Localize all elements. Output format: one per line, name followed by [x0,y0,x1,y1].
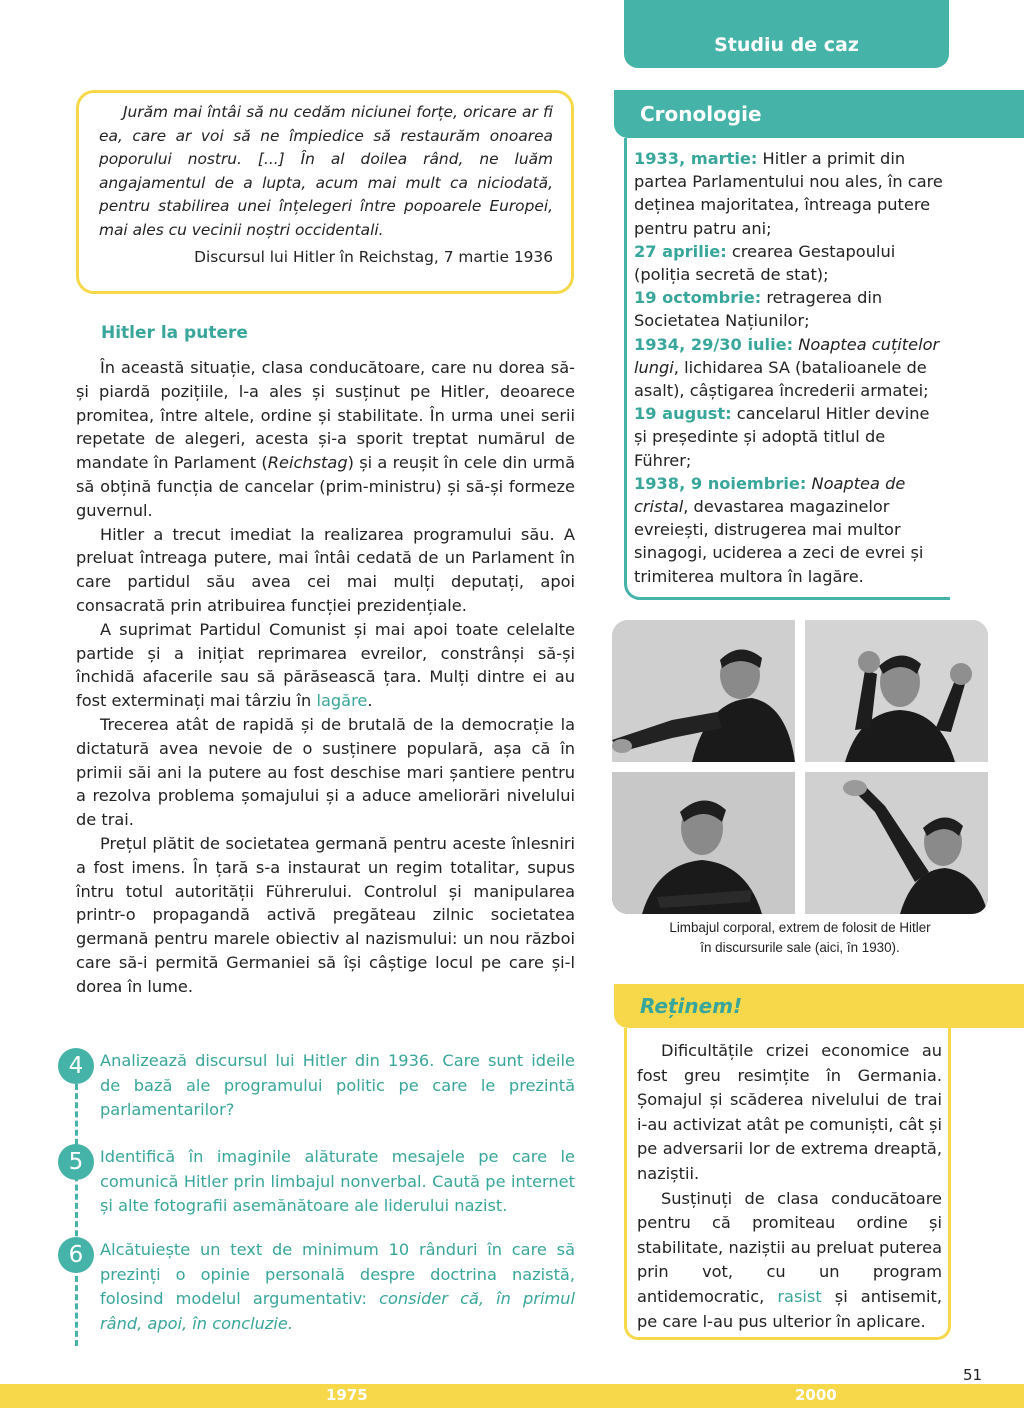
question-number-badge: 6 [58,1237,94,1273]
paragraph-4: Trecerea atât de rapidă și de brutală de la democrație la dictatură avea nevoie de o susținere populară, așa că în primii săi ani la putere au fost deschise mari șantiere pentru a rezolva problema șomajului și a aduce ameliorări nivelului de trai. [76,714,575,830]
chronology-event: , devastarea magazinelor evreiești, distrugerea mai multor sinagogi, uciderea a zeci de evrei și trimiterea multora în lagăre. [634,497,924,586]
question-6-model: consider că, în primul rând, apoi, în concluzie. [100,1289,576,1333]
chronology-event: crearea Gestapoului (poliția secretă de stat); [634,241,896,285]
paragraph-2: Hitler a trecut imediat la realizarea programului său. A preluat întreaga putere, mai întâi cedată de un Parlament în care partidul său avea cei mai mulți deputați, apoi consacrată prin atribuirea funcției prezidențiale. [76,524,575,615]
main-text [76,356,575,999]
timeline-year-right: 2000 [795,1386,837,1404]
chronology-date: 19 august: [634,404,732,424]
chronology-header [614,90,1024,138]
quote-source: Discursul lui Hitler în Reichstag, 7 martie 1936 [194,248,553,266]
section-tab-label: Studiu de caz [714,34,859,56]
question-text [100,1238,575,1336]
photo-arms-crossed [612,772,795,914]
chronology-date: 27 aprilie: [634,241,727,261]
quote-text: Jurăm mai întâi să nu cedăm niciunei forțe, oricare ar fi ea, care ar voi să ne împiedice să restaurăm onoarea poporului nostru. [...] În al doilea rând, ne luăm angajamentul de a lupta, acum mai mult ca niciodată, pentru stabilirea unei înțelegeri între popoarele Europei, mai ales cu vecinii noștri occidentali. [99,103,553,239]
photo-arm-raised-figure [805,772,988,914]
chronology-entry [634,147,946,240]
question-number-badge: 5 [58,1144,94,1180]
summary-text [637,1039,942,1334]
quote-box [76,90,574,294]
page-number: 51 [963,1366,983,1384]
photo-arms-crossed-figure [612,772,795,914]
photo-caption [612,918,988,958]
timeline-bar [0,1384,1024,1408]
chronology-event-name: Noaptea de cristal [634,473,906,517]
summary-paragraph-1: Dificultățile crizei economice au fost greu resimțite în Germania. Șomajul și scăderea nivelului de trai i-au activizat atât pe comuniști, cât și pe adversarii lor de extrema dreaptă, naziștii. [637,1041,942,1183]
paragraph-1-part: În această situație, clasa conducătoare, care nu dorea să-și piardă pozițiile, l-a ales și susținut pe Hitler, deoarece promitea, între altele, ordine și stabilitate. În urma unei serii repetate de alegeri, acesta și-a sporit treptat numărul de mandate în Parlament ( [76,358,575,473]
paragraph-1-end: ) și a reușit în cele din urmă să obțină funcția de cancelar (prim-ministru) și să-și formeze guvernul. [76,453,575,520]
photo-caption-line: în discursurile sale (aici, în 1930). [700,940,900,955]
paragraph-5: Prețul plătit de societatea germană pentru aceste înlesniri a fost imens. În țară s-a instaurat un regim totalitar, supus întru totul autorității Führerului. Controlul și manipularea printr-o propagandă activă pregăteau zilnic societatea germană pentru marele obiectiv al nazismului: un nou război care să-i permită Germaniei să își câștige locul pe care și-l dorea în lume. [76,833,575,996]
photo-pointing [612,620,795,762]
chronology-title: Cronologie [640,102,762,126]
chronology-entry [634,240,946,286]
question-number-badge: 4 [58,1048,94,1084]
chronology-year: 1933 [634,149,680,168]
question-text: Analizează discursul lui Hitler din 1936. Care sunt ideile de bază ale programului politic pe care le prezintă parlamentarilor? [100,1051,575,1119]
paragraph-3 [76,618,575,713]
summary-title: Reținem! [640,994,743,1018]
chronology-date: 19 octombrie: [634,288,762,308]
chronology-date: , 9 noiembrie: [679,473,807,493]
summary-header [614,984,1024,1028]
question-6-text: Alcătuiește un text de minimum 10 rânduri în care să prezinți o opinie personală despre doctrina nazistă, folosind modelul argumentativ: [100,1240,575,1308]
chronology-date: , martie: [679,149,758,168]
photo-fists-figure [805,620,988,762]
chronology-entry [634,286,946,332]
section-title: Hitler la putere [101,323,248,343]
paragraph-3-end: . [367,691,373,711]
chronology-text [634,147,946,588]
chronology-event: , lichidarea SA (batalioanele de asalt), câștigarea încrederii armatei; [634,357,929,401]
glossary-link-lagare[interactable]: lagăre [316,691,368,711]
reichstag-term: Reichstag [267,453,348,473]
summary-paragraph-2-part: Susținuți de clasa conducătoare pentru că promiteau ordine și stabilitate, naziștii au preluat puterea prin vot, cu un program antidemocratic, [637,1188,942,1306]
chronology-event-name: Noaptea cuțitelor lungi [634,334,940,377]
timeline-year-left: 1975 [326,1386,368,1404]
paragraph-3-part: A suprimat Partidul Comunist și mai apoi toate celelalte partide și a inițiat reprimarea evreilor, constrânși să-și închidă afacerile sau să părăsească țara. Mulți dintre ei au fost exterminați mai târziu în [76,619,575,711]
chronology-event: cancelarul Hitler devine și președinte și adoptă titlul de Führer; [634,404,930,470]
chronology-event: Hitler a primit din partea Parlamentului nou ales, în care deținea majoritatea, întreaga putere pentru patru ani; [634,149,943,238]
photo-arm-raised [805,772,988,914]
questions-dashed-line [75,1084,78,1346]
chronology-entry [634,402,946,472]
chronology-year: 1938 [634,473,680,493]
section-tab [624,0,949,68]
summary-paragraph-2-end: și antisemit, pe care l-au pus ulterior în aplicare. [637,1286,942,1331]
hitler-photo-grid [612,620,988,914]
chronology-year: 1934 [634,334,680,354]
chronology-date: , 29/30 iulie: [679,334,794,354]
chronology-event: retragerea din Societatea Națiunilor; [634,288,883,331]
question-text: Identifică în imaginile alăturate mesajele pe care le comunică Hitler prin limbajul nonverbal. Caută pe internet și alte fotografii asemănătoare ale liderului nazist. [100,1147,575,1215]
glossary-link-rasist[interactable]: rasist [777,1286,822,1306]
summary-paragraph-2 [637,1187,942,1335]
photo-pointing-figure [612,620,795,762]
chronology-entry [634,333,946,403]
photo-fists-raised [805,620,988,762]
paragraph-1 [76,356,575,523]
photo-caption-line: Limbajul corporal, extrem de folosit de Hitler [669,920,931,935]
chronology-entry [634,472,946,588]
